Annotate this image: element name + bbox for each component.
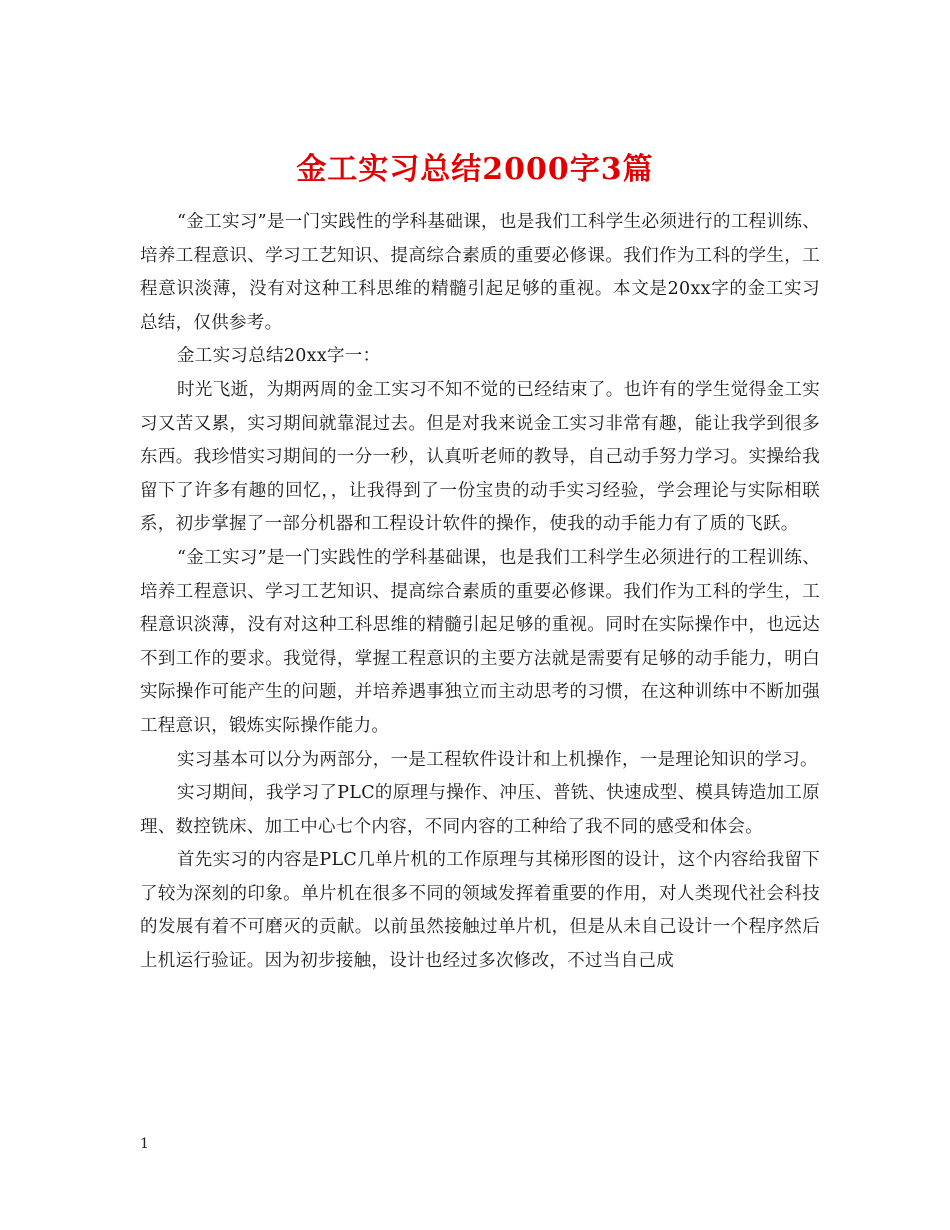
paragraph-contents: 实习期间，我学习了PLC的原理与操作、冲压、普铣、快速成型、模具铸造加工原理、数控铣床、加工中心七个内容，不同内容的工种给了我不同的感受和体会。 bbox=[140, 783, 820, 837]
document-title: 金工实习总结2000字3篇 bbox=[296, 152, 654, 188]
paragraph-experience: 时光飞逝，为期两周的金工实习不知不觉的已经结束了。也许有的学生觉得金工实习又苦又累，实习期间就靠混过去。但是对我来说金工实习非常有趣，能让我学到很多东西。我珍惜实习期间的一分一秒，认真听老师的教导，自己动手努力学习。实操给我留下了许多有趣的回忆，，让我得到了一份宝贵的动手实习经验，学会理论与实际相联系，初步掌握了一部分机器和工程设计软件的操作，使我的动手能力有了质的飞跃。 bbox=[140, 379, 820, 535]
paragraph-intro: “金工实习”是一门实践性的学科基础课，也是我们工科学生必须进行的工程训练、培养工程意识、学习工艺知识、提高综合素质的重要必修课。我们作为工科的学生，工程意识淡薄，没有对这种工科思维的精髓引起足够的重视。本文是20xx字的金工实习总结，仅供参考。 bbox=[140, 212, 820, 333]
page-number: 1 bbox=[140, 1136, 149, 1152]
paragraph-plc: 首先实习的内容是PLC几单片机的工作原理与其梯形图的设计，这个内容给我留下了较为深刻的印象。单片机在很多不同的领域发挥着重要的作用，对人类现代社会科技的发展有着不可磨灭的贡献。以前虽然接触过单片机，但是从未自己设计一个程序然后上机运行验证。因为初步接触，设计也经过多次修改，不过当自己成 bbox=[140, 850, 820, 972]
paragraph-engineering-awareness: “金工实习”是一门实践性的学科基础课，也是我们工科学生必须进行的工程训练、培养工程意识、学习工艺知识、提高综合素质的重要必修课。我们作为工科的学生，工程意识淡薄，没有对这种工科思维的精髓引起足够的重视。同时在实际操作中，也远达不到工作的要求。我觉得，掌握工程意识的主要方法就是需要有足够的动手能力，明白实际操作可能产生的问题，并培养遇事独立而主动思考的习惯，在这种训练中不断加强工程意识，锻炼实际操作能力。 bbox=[140, 547, 820, 736]
paragraph-section-heading: 金工实习总结20xx字一： bbox=[177, 346, 381, 367]
paragraph-two-parts: 实习基本可以分为两部分，一是工程软件设计和上机操作，一是理论知识的学习。 bbox=[177, 749, 818, 770]
document-body bbox=[140, 206, 820, 979]
